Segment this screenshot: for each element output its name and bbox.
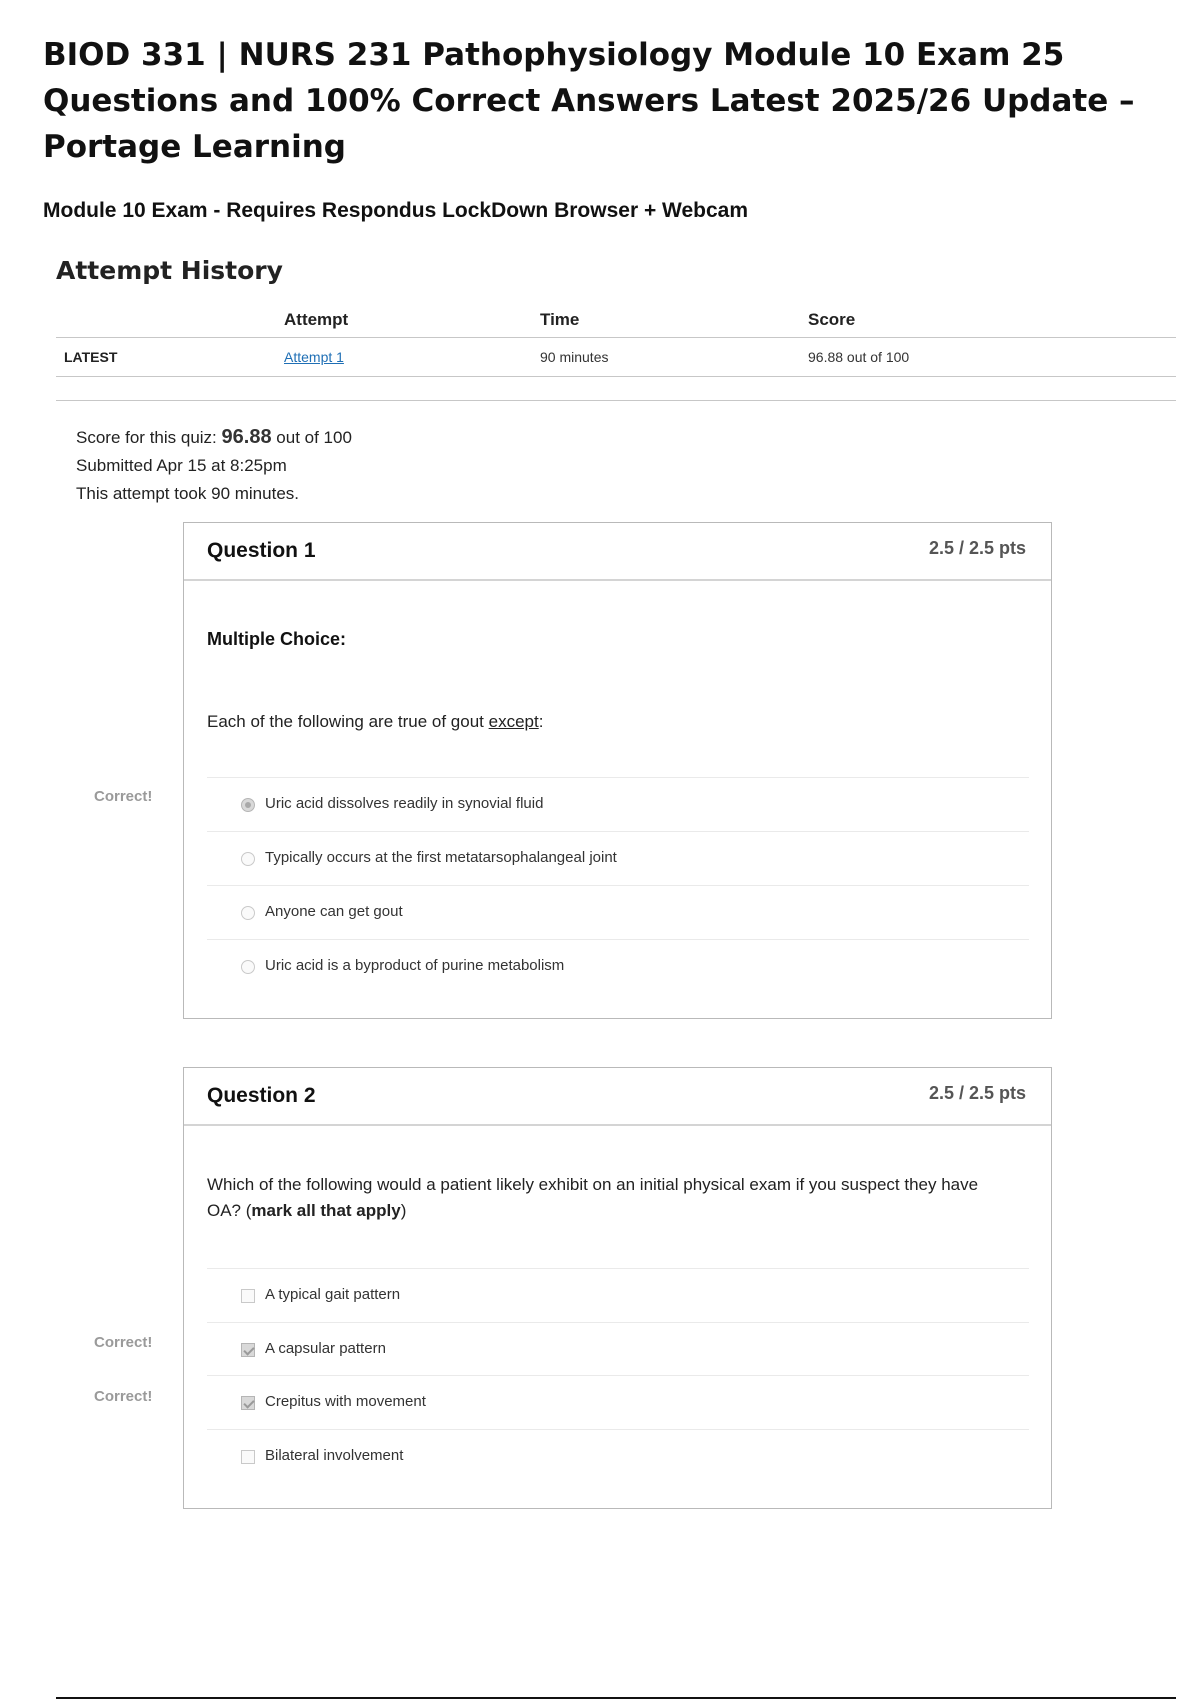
question-text-end: ) (400, 1201, 407, 1220)
question-title: Question 1 (207, 539, 316, 562)
correct-flag: Correct! (94, 1334, 153, 1351)
answer-label: Uric acid is a byproduct of purine metabolism (265, 957, 565, 974)
question-title: Question 2 (207, 1084, 316, 1107)
question-text-emphasis: mark all that apply (251, 1201, 401, 1220)
question-points: 2.5 / 2.5 pts (928, 538, 1026, 558)
column-time: Time (540, 310, 580, 329)
correct-flag: Correct! (94, 1388, 153, 1405)
attempt-history-header (56, 306, 1176, 338)
checkbox[interactable] (241, 1289, 255, 1303)
checkbox[interactable] (241, 1343, 255, 1357)
radio-button[interactable] (241, 798, 255, 812)
question-text (207, 709, 991, 735)
question-type-label: Multiple Choice: (207, 629, 346, 649)
answer-option[interactable] (207, 1322, 1029, 1376)
answer-option[interactable] (207, 1268, 1029, 1322)
score-line (76, 423, 352, 452)
correct-flag: Correct! (94, 788, 153, 805)
checkbox[interactable] (241, 1450, 255, 1464)
answer-label: Anyone can get gout (265, 903, 403, 920)
answer-option[interactable] (207, 1429, 1029, 1483)
answer-option[interactable] (207, 885, 1029, 939)
answer-option[interactable] (207, 939, 1029, 993)
attempt-time: 90 minutes (540, 349, 609, 365)
radio-button[interactable] (241, 852, 255, 866)
radio-button[interactable] (241, 906, 255, 920)
question-2-card (183, 1067, 1052, 1509)
question-1-card (183, 522, 1052, 1019)
answer-option[interactable] (207, 831, 1029, 885)
question-text (207, 1172, 991, 1224)
answer-label: A capsular pattern (265, 1340, 386, 1357)
question-text-emphasis: except (488, 712, 539, 731)
question-text-main: Each of the following are true of gout (207, 712, 489, 731)
column-attempt: Attempt (284, 310, 349, 329)
document-title: BIOD 331 | NURS 231 Pathophysiology Module 10 Exam 25 Questions and 100% Correct Answers Latest 2025/26 Update – Portage Learning (43, 37, 1135, 165)
score-value: 96.88 (221, 426, 272, 448)
attempt-1-link[interactable]: Attempt 1 (284, 349, 344, 365)
answer-label: A typical gait pattern (265, 1286, 401, 1303)
quiz-summary (76, 423, 352, 508)
answer-label: Crepitus with movement (265, 1393, 426, 1410)
score-prefix: Score for this quiz: (76, 428, 222, 447)
answer-option[interactable] (207, 1375, 1029, 1429)
checkbox[interactable] (241, 1396, 255, 1410)
question-text-end: : (538, 712, 544, 731)
section-divider (56, 400, 1176, 401)
column-score: Score (808, 310, 856, 329)
attempt-score: 96.88 out of 100 (808, 349, 910, 365)
question-header (184, 1068, 1051, 1126)
attempt-history-title: Attempt History (56, 256, 283, 285)
exam-heading: Module 10 Exam - Requires Respondus LockDown Browser + Webcam (43, 199, 749, 222)
page-bottom-rule (56, 1697, 1176, 1699)
question-header (184, 523, 1051, 581)
radio-button[interactable] (241, 960, 255, 974)
answer-label: Uric acid dissolves readily in synovial fluid (265, 795, 544, 812)
submitted-line: Submitted Apr 15 at 8:25pm (76, 456, 287, 475)
answer-label: Typically occurs at the first metatarsophalangeal joint (265, 849, 617, 866)
duration-line: This attempt took 90 minutes. (76, 484, 299, 503)
table-row (56, 338, 1176, 377)
score-suffix: out of 100 (271, 428, 352, 447)
answer-option[interactable] (207, 777, 1029, 831)
question-text-main: Which of the following would a patient likely exhibit on an initial physical exam if you suspect they have OA? ( (207, 1175, 979, 1220)
attempt-history-table (56, 306, 1176, 377)
answer-label: Bilateral involvement (265, 1447, 404, 1464)
question-points: 2.5 / 2.5 pts (928, 1083, 1026, 1103)
latest-label: LATEST (64, 349, 118, 365)
